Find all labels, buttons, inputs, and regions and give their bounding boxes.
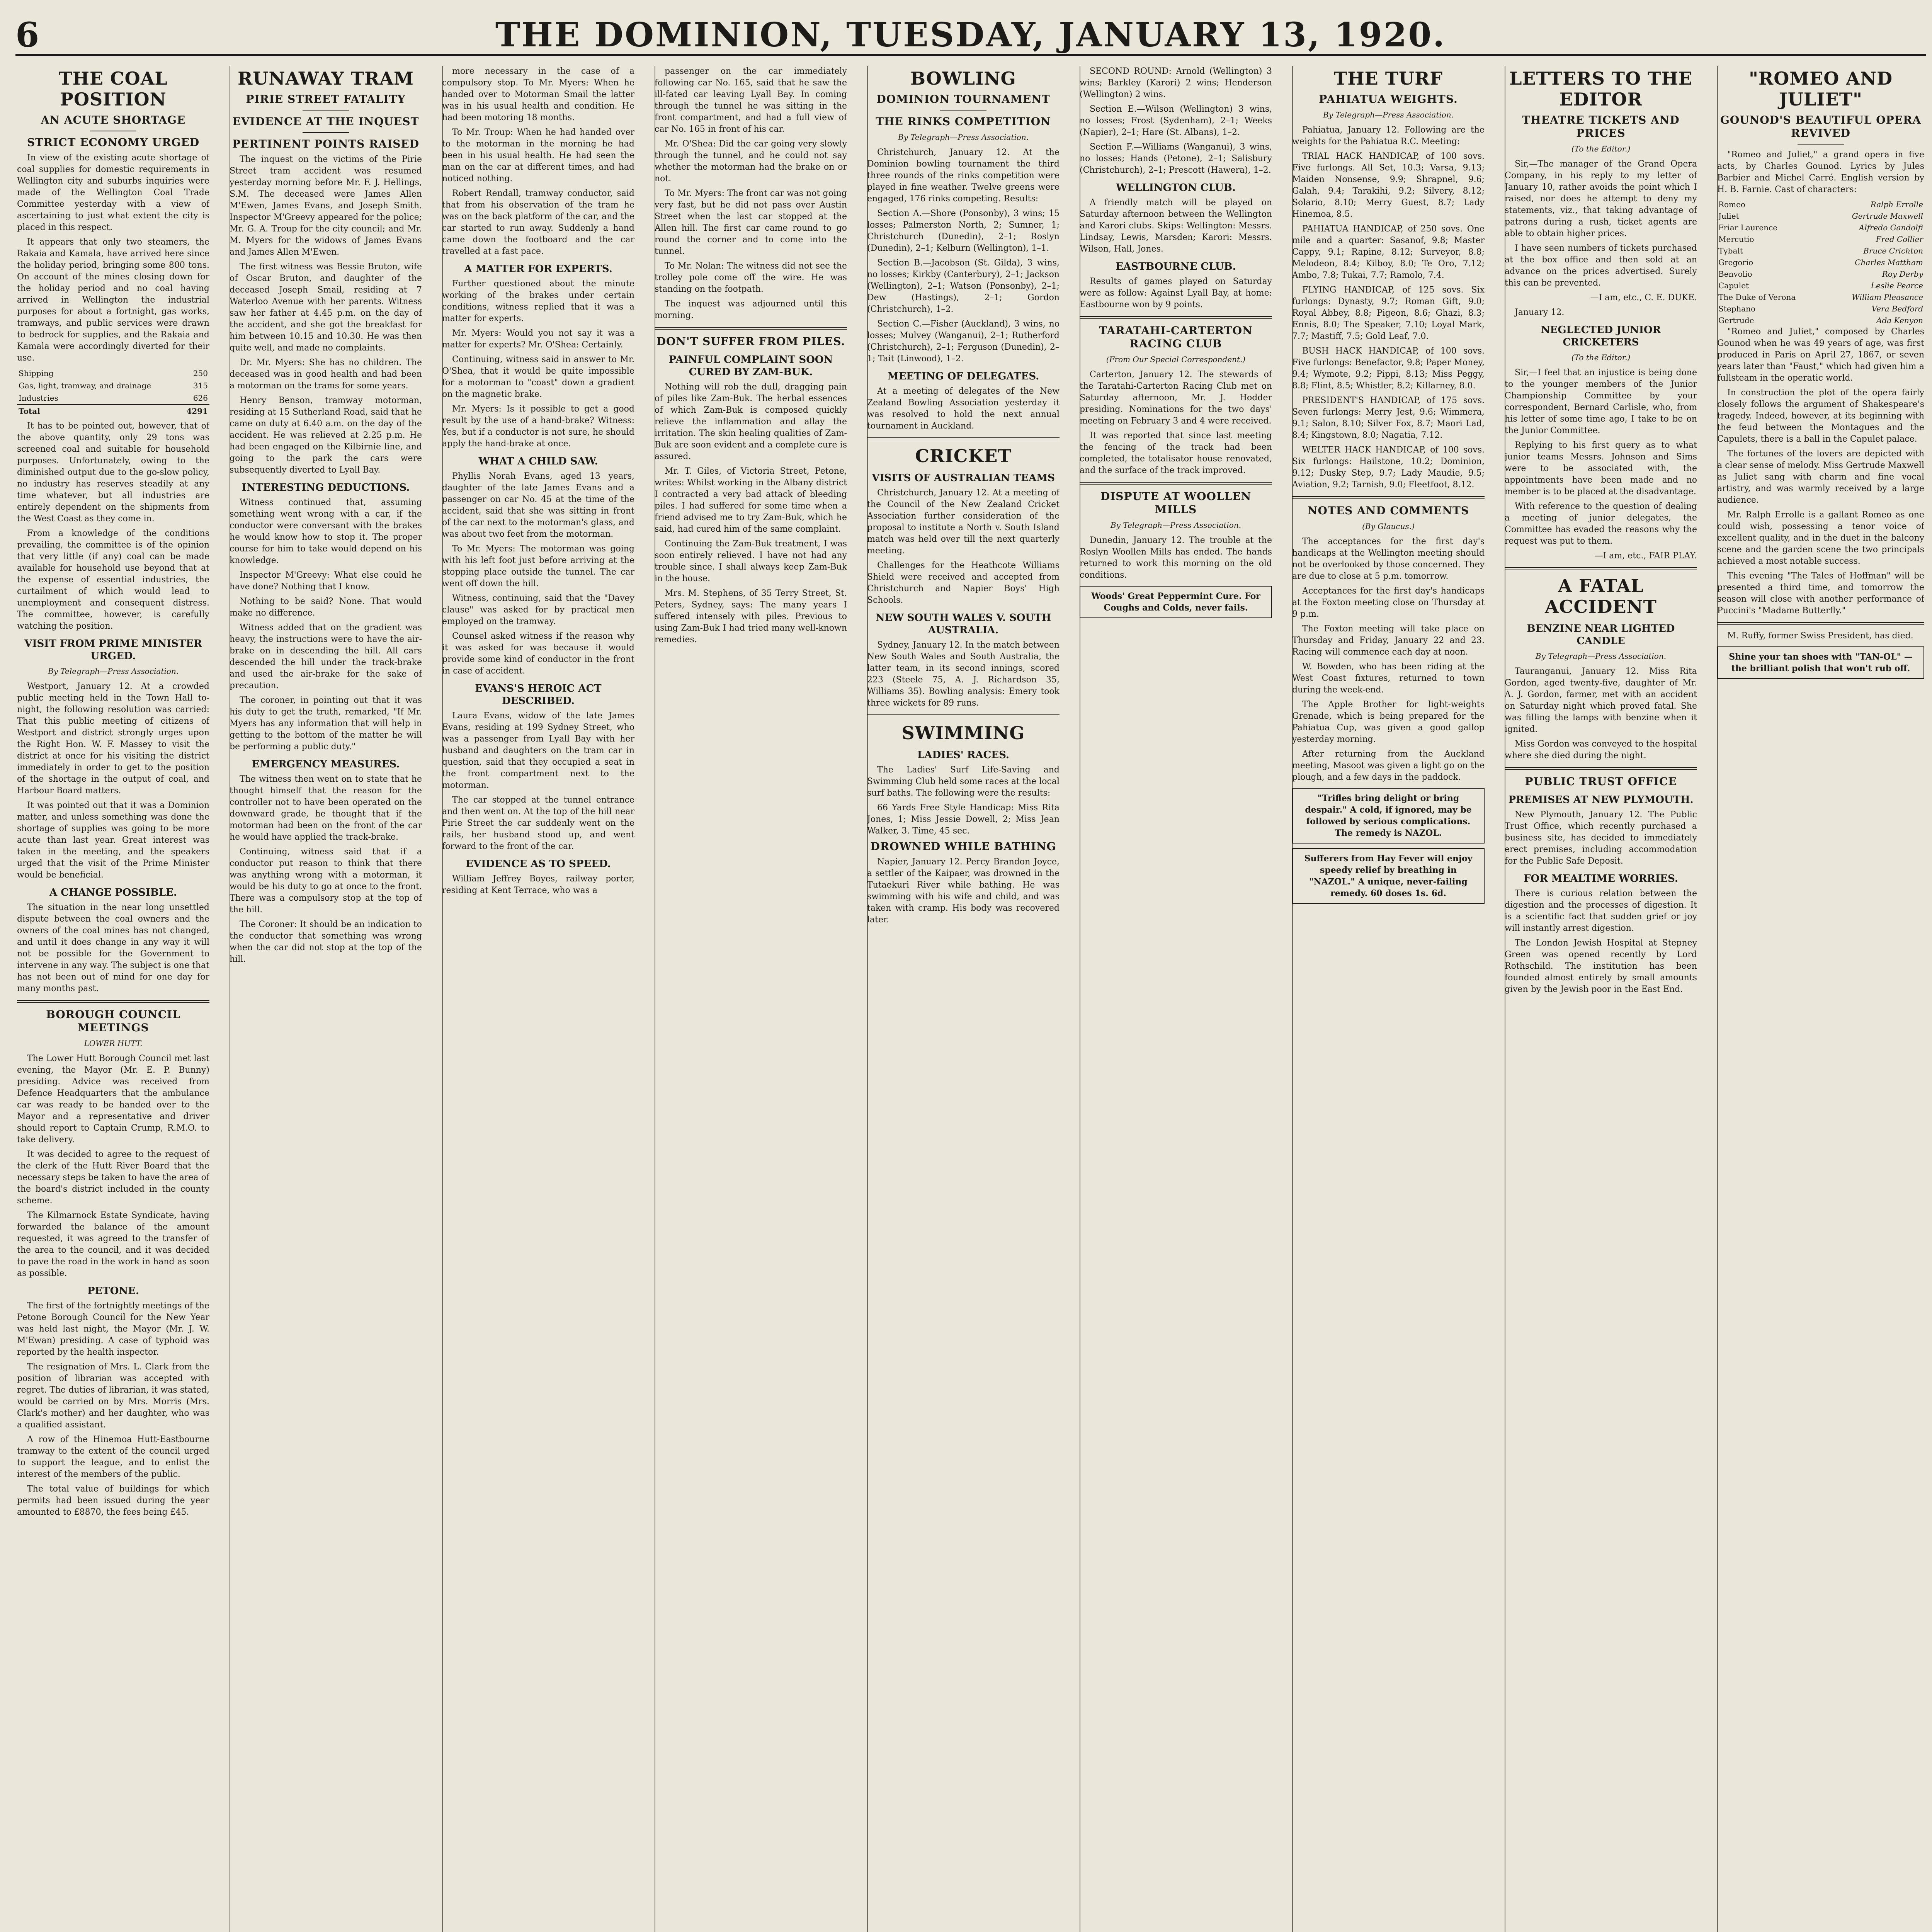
paragraph: Carterton, January 12. The stewards of the Taratahi-Carterton Racing Club met on Saturday afternoon, Mr. J. Hodder presiding. Nominations for the two days' meeting on February 3 and 4 were received.: [1080, 370, 1272, 426]
headline: LETTERS TO THE EDITOR: [1509, 68, 1692, 110]
advertisement-subheading: PAINFUL COMPLAINT SOON CURED BY ZAM-BUK.: [668, 354, 833, 378]
cast-role: Gregorio: [1718, 258, 1753, 267]
cast-actor: Vera Bedford: [1871, 304, 1923, 313]
paragraph: Further questioned about the minute working of the brakes under certain conditions, witness replied that it was a matter for experts.: [442, 279, 634, 323]
subheadline: PERTINENT POINTS RAISED: [232, 138, 420, 150]
cast-actor: Ralph Errolle: [1870, 200, 1923, 209]
section-heading: A CHANGE POSSIBLE.: [49, 887, 177, 898]
paragraph: The Foxton meeting will take place on Thursday and Friday, January 22 and 23. Racing will commence each day at noon.: [1292, 624, 1485, 657]
paragraph: Witness continued that, assuming something went wrong with a car, if the conductor were conversant with the brakes he would know how to stop it. The proper course for him to take would depend on his knowledge.: [230, 498, 422, 565]
paragraph: "Romeo and Juliet," a grand opera in five acts, by Charles Gounod. Lyrics by Jules Barbier and Michel Carré. English version by H. B. Farnie. Cast of characters:: [1717, 150, 1924, 194]
headline: THE COAL POSITION: [59, 68, 168, 110]
cast-role: Gertrude: [1718, 316, 1754, 325]
subheadline: DOMINION TOURNAMENT: [876, 93, 1050, 105]
byline: By Telegraph—Press Association.: [898, 133, 1029, 142]
paragraph: Sir,—The manager of the Grand Opera Company, in his reply to my letter of January 10, rather avoids the point which I raised, nor does he attempt to deny my statements, viz., that taking advantage of patrons during a rush, ticket agents are able to obtain higher prices.: [1505, 159, 1697, 238]
subheadline: THE RINKS COMPETITION: [876, 115, 1051, 128]
column-inquest-continued: [442, 66, 634, 1932]
paragraph: Witness added that on the gradient was heavy, the instructions were to have the air-brake on in descending the hill. All cars descended the hill under the track-brake and used the air-brake for the sake of precaution.: [230, 623, 422, 690]
cast-role: Friar Laurence: [1718, 223, 1778, 232]
paragraph: Sir,—I feel that an injustice is being done to the younger members of the Junior Championship Committee by your correspondent, Bernard Carlisle, who, from his letter of some time ago, I take to be on the Junior Committee.: [1505, 368, 1697, 435]
column-bowling: [867, 66, 1060, 1932]
paragraph: BUSH HACK HANDICAP, of 100 sovs. Five furlongs: Benefactor, 9.8; Paper Money, 9.4; Wymote, 9.2; Pippi, 8.13; Miss Peggy, 8.8; Flint, 8.5; Whistler, 8.2; Killarney, 8.0.: [1292, 346, 1485, 391]
column-letters: [1505, 66, 1697, 1932]
paragraph: Replying to his first query as to what junior teams Messrs. Johnson and Sims were to be associated with, the appointments have been made and no member is to be placed at the disadvantage.: [1505, 440, 1697, 497]
table-cell: Total: [17, 405, 180, 417]
divider: [1717, 622, 1924, 625]
paragraph: It appears that only two steamers, the Rakaia and Kamala, have arrived here since the holiday period, bringing some 800 tons. On account of the mines closing down for the holiday period and no coal having arrived in Wellington the industrial purposes for about a fortnight, gas works, tramways, and public services were drawn to bedrock for supplies, and the Rakaia and Kamala were accordingly diverted for their use.: [17, 237, 209, 363]
column-runaway-tram: [230, 66, 422, 1932]
cast-role: Mercutio: [1718, 235, 1754, 244]
section-heading: EVANS'S HEROIC ACT DESCRIBED.: [475, 683, 602, 707]
paragraph: PAHIATUA HANDICAP, of 250 sovs. One mile and a quarter: Sasanof, 9.8; Master Cappy, 9.1; Rapine, 8.12; Surveyor, 8.8; Melodeon, 8.4; Kilboy, 8.0; Te Oro, 7.12; Ambo, 7.8; Tukai, 7.7; Ramolo, 7.4.: [1292, 224, 1485, 280]
advertisement-heading: DON'T SUFFER FROM PILES.: [656, 335, 845, 348]
paragraph: Mr. Ralph Errolle is a gallant Romeo as one could wish, possessing a tenor voice of excellent quality, and in the duet in the balcony scene and the garden scene the two principals achieved a most notable success.: [1717, 510, 1924, 566]
paragraph: TRIAL HACK HANDICAP, of 100 sovs. Five furlongs. All Set, 10.3; Varsa, 9.13; Maiden Nonsense, 9.9; Shrapnel, 9.6; Galah, 9.4; Tarakihi, 9.2; Silvery, 8.12; Solario, 8.10; Merry Guest, 8.7; Lady Hinemoa, 8.5.: [1292, 151, 1485, 219]
table-row: [17, 367, 209, 379]
column-coal-position: [17, 66, 209, 1932]
cast-actor: Roy Derby: [1882, 269, 1923, 279]
cast-actor: Gertrude Maxwell: [1852, 211, 1923, 221]
divider: [867, 714, 1060, 717]
paragraph: The coroner, in pointing out that it was his duty to get the truth, remarked, "If Mr. Myers has any information that will help in getting to the bottom of the matter he will be performing a public duty.": [230, 696, 422, 752]
section-heading: DROWNED WHILE BATHING: [870, 840, 1056, 853]
paragraph: Continuing, witness said in answer to Mr. O'Shea, that it would be quite impossible for a motorman to "coast" down a gradient on the magnetic brake.: [442, 355, 634, 399]
paragraph: The first of the fortnightly meetings of the Petone Borough Council for the New Year was held last night, the Mayor (Mr. J. W. M'Ewan) presiding. A case of typhoid was reported by the health inspector.: [17, 1301, 209, 1357]
paragraph: "Romeo and Juliet," composed by Charles Gounod when he was 49 years of age, was first produced in Paris on April 27, 1867, or seven years later than "Faust," which had given him a fullsteam in the operatic world.: [1717, 327, 1924, 383]
paragraph: Section A.—Shore (Ponsonby), 3 wins; 15 losses; Palmerston North, 2; Sumner, 1; Christchurch (Dunedin), 2–1; Roslyn (Dunedin), 2–1; Kelburn (Wellington), 1–1.: [867, 209, 1060, 253]
headline: RUNAWAY TRAM: [238, 68, 414, 89]
paragraph: Pahiatua, January 12. Following are the weights for the Pahiatua R.C. Meeting:: [1292, 125, 1485, 146]
section-heading: WHAT A CHILD SAW.: [478, 456, 598, 467]
section-heading: MEETING OF DELEGATES.: [887, 371, 1039, 382]
paragraph: The witness then went on to state that he thought himself that the reason for the controller not to have been operated on the downward grade, he thought that if the motorman had been on the front of the car he would have applied the track-brake.: [230, 774, 422, 842]
table-cell: Gas, light, tramway, and drainage: [19, 381, 151, 390]
column-romeo-juliet: [1717, 66, 1924, 1932]
paragraph: FLYING HANDICAP, of 125 sovs. Six furlongs: Dynasty, 9.7; Roman Gift, 9.0; Royal Abbey, 8.8; Pigeon, 8.6; Ghazi, 8.3; Ennis, 8.0; The Speaker, 7.10; Loyal Mark, 7.7; Mastiff, 7.5; Gold Leaf, 7.0.: [1292, 285, 1485, 341]
subheadline: PIRIE STREET FATALITY: [246, 93, 406, 105]
byline: By Telegraph—Press Association.: [48, 667, 179, 676]
section-heading: DISPUTE AT WOOLLEN MILLS: [1100, 490, 1252, 516]
subheading: (From Our Special Correspondent.): [1106, 355, 1246, 364]
paragraph: Phyllis Norah Evans, aged 13 years, daughter of the late James Evans and a passenger on car No. 45 at the time of the accident, said that she was sitting in front of the car next to the motorman's glass, and was about two feet from the motorman.: [442, 471, 634, 539]
cast-role: Stephano: [1718, 304, 1756, 313]
coal-table: [17, 367, 209, 417]
headline: THE TURF: [1333, 68, 1443, 89]
paragraph: William Jeffrey Boyes, railway porter, residing at Kent Terrace, who was a: [442, 874, 634, 895]
byline: By Telegraph—Press Association.: [1535, 651, 1667, 661]
section-heading: LADIES' RACES.: [917, 749, 1009, 761]
paragraph: Miss Gordon was conveyed to the hospital where she died during the night.: [1505, 739, 1697, 760]
page-title: THE DOMINION, TUESDAY, JANUARY 13, 1920.: [495, 15, 1446, 54]
paragraph: PRESIDENT'S HANDICAP, of 175 sovs. Seven furlongs: Merry Jest, 9.6; Wimmera, 9.1; Salon, 8.10; Silver Fox, 8.7; Maori Lad, 8.4; Kingstown, 8.0; Nagatia, 7.12.: [1292, 396, 1485, 440]
divider: [303, 132, 349, 133]
cast-role: Capulet: [1718, 281, 1749, 290]
subheadline: AN ACUTE SHORTAGE: [41, 114, 186, 126]
subheadline: PAHIATUA WEIGHTS.: [1319, 93, 1458, 105]
section-heading: PREMISES AT NEW PLYMOUTH.: [1508, 794, 1694, 806]
paragraph: There is curious relation between the digestion and the processes of digestion. It is a scientific fact that sudden grief or joy will instantly arrest digestion.: [1505, 889, 1697, 933]
paragraph: The acceptances for the first day's handicaps at the Wellington meeting should not be overlooked by those concerned. They are due to close at 5 p.m. tomorrow.: [1292, 537, 1485, 581]
byline: By Telegraph—Press Association.: [1110, 520, 1242, 530]
table-row: [1717, 233, 1924, 245]
section-heading: WELLINGTON CLUB.: [1116, 182, 1236, 194]
subheading: (To the Editor.): [1571, 144, 1631, 153]
cast-role: Benvolio: [1718, 269, 1752, 279]
section-heading: TARATAHI-CARTERTON RACING CLUB: [1099, 324, 1253, 350]
paragraph: Robert Rendall, tramway conductor, said that from his observation of the tram he was on the back platform of the car, and the car started to run away. Suddenly a hand came down the footboard and the car travelled at a fast pace.: [442, 189, 634, 256]
paragraph: Section B.—Jacobson (St. Gilda), 3 wins, no losses; Kirkby (Canterbury), 2–1; Jackson (Wellington), 2–1; Watson (Ponsonby), 2–1; Dew (Hastings), 2–1; Gordon (Christchurch), 1–2.: [867, 258, 1060, 314]
paragraph: SECOND ROUND: Arnold (Wellington) 3 wins; Barkley (Karori) 2 wins; Henderson (Wellington) 2 wins.: [1080, 66, 1272, 99]
headline: CRICKET: [915, 446, 1012, 466]
table-row: [17, 379, 209, 392]
headline: "ROMEO AND JULIET": [1749, 68, 1893, 110]
paragraph: Inspector M'Greevy: What else could he have done? Nothing that I know.: [230, 570, 422, 592]
subheading: (To the Editor.): [1571, 353, 1631, 362]
paragraph: The Apple Brother for light-weights Grenade, which is being prepared for the Pahiatua Cup, was given a good gallop yesterday morning.: [1292, 700, 1485, 744]
divider: [867, 437, 1060, 440]
paragraph: Sydney, January 12. In the match between New South Wales and South Australia, the latter team, in its second innings, scored 223 (Steele 75, A. J. Richardson 35, Williams 35). Bowling analysis: Emery took three wickets for 89 runs.: [867, 640, 1060, 708]
headline: SWIMMING: [901, 723, 1025, 743]
section-heading: NEW SOUTH WALES V. SOUTH AUSTRALIA.: [875, 612, 1051, 636]
section-heading: EMERGENCY MEASURES.: [252, 759, 400, 770]
paragraph: Continuing the Zam-Buk treatment, I was soon entirely relieved. I have not had any trouble since. I shall always keep Zam-Buk in the house.: [655, 539, 847, 583]
table-row: [1717, 257, 1924, 268]
paragraph: The Kilmarnock Estate Syndicate, having forwarded the balance of the amount requested, it was agreed to the transfer of the area to the council, and it was decided to pave the road in the work in hand as soon as possible.: [17, 1211, 209, 1278]
subheadline: STRICT ECONOMY URGED: [27, 136, 200, 149]
headline: A FATAL ACCIDENT: [1545, 575, 1657, 617]
table-row: [1717, 268, 1924, 280]
signature: —I am, etc., C. E. DUKE.: [1590, 293, 1697, 303]
advertisement: Shine your tan shoes with "TAN-OL" — the brilliant polish that won't rub off.: [1717, 646, 1924, 679]
column-bowling-continued: [1080, 66, 1272, 1932]
section-heading: PETONE.: [87, 1285, 139, 1297]
paragraph: The fortunes of the lovers are depicted with a clear sense of melody. Miss Gertrude Maxwell as Juliet sang with charm and fine vocal artistry, and was warmly received by a large audience.: [1717, 449, 1924, 505]
cast-actor: Leslie Pearce: [1871, 281, 1923, 290]
paragraph: Westport, January 12. At a crowded public meeting held in the Town Hall to-night, the following resolution was carried: That this public meeting of citizens of Westport and district strongly urges upon the Right Hon. W. F. Massey to visit the district at once for his visiting the district immediately in order to get to the position of the shortage in the output of coal, and Harbour Board matters.: [17, 682, 209, 796]
paragraph: It was pointed out that it was a Dominion matter, and unless something was done the shortage of supplies was going to be more acute than last year. Great interest was taken in the meeting, and the speakers urged that the visit of the Prime Minister would be beneficial.: [17, 801, 209, 880]
paragraph: From a knowledge of the conditions prevailing, the committee is of the opinion that very little (if any) coal can be made available for household use beyond that at the expense of essential industries, the curtailment of which would lead to unemployment and consequent distress. The committee, however, is carefully watching the position.: [17, 529, 209, 631]
paragraph: The Coroner: It should be an indication to the conductor that something was wrong when the car did not stop at the top of the hill.: [230, 920, 422, 964]
section-heading: EASTBOURNE CLUB.: [1116, 261, 1236, 272]
table-cell: Shipping: [19, 369, 54, 378]
paragraph: The London Jewish Hospital at Stepney Green was opened recently by Lord Rothschild. The institution has been founded almost entirely by small amounts given by the Jewish poor in the East End.: [1505, 938, 1697, 994]
cast-actor: Charles Mattham: [1855, 258, 1923, 267]
table-cell: Industries: [19, 393, 58, 403]
paragraph: The inquest was adjourned until this morning.: [655, 299, 847, 320]
paragraph: Counsel asked witness if the reason why it was asked for was because it would provide some kind of conductor in the front in case of accident.: [442, 631, 634, 676]
paragraph: With reference to the question of dealing a meeting of junior delegates, the Committee has evaded the reasons why the request was put to them.: [1505, 502, 1697, 546]
paragraph: In view of the existing acute shortage of coal supplies for domestic requirements in Wellington city and suburbs inquiries were made of the Wellington Coal Trade Committee yesterday with a view of ascertaining to just what extent the city is placed in this respect.: [17, 153, 209, 232]
paragraph: Witness, continuing, said that the "Davey clause" was asked for by practical men employed on the tramway.: [442, 594, 634, 626]
section-heading: INTERESTING DEDUCTIONS.: [242, 482, 410, 493]
paragraph: WELTER HACK HANDICAP, of 100 sovs. Six furlongs: Hailstone, 10.2; Dominion, 9.12; Dusky Step, 9.7; Lady Maudie, 9.5; Aviation, 9.2; Tarnish, 9.0; Fleetfoot, 8.12.: [1292, 445, 1485, 490]
subheadline: THEATRE TICKETS AND PRICES: [1522, 114, 1680, 139]
cast-role: Juliet: [1718, 211, 1739, 221]
paragraph: To Mr. Troup: When he had handed over to the motorman in the morning he had been in his usual health. He had seen the man on the car at different times, and had noticed nothing.: [442, 128, 634, 184]
paragraph: more necessary in the case of a compulsory stop. To Mr. Myers: When he handed over to Motorman Smail the latter was in his usual health and condition. He had been motoring 18 months.: [442, 66, 634, 122]
paragraph: This evening "The Tales of Hoffman" will be presented a third time, and tomorrow the season will close with another performance of Puccini's "Madame Butterfly.": [1717, 571, 1924, 616]
column-turf: [1292, 66, 1485, 1932]
paragraph: Christchurch, January 12. At the Dominion bowling tournament the third three rounds of the rinks competition were played in fine weather. Twelve greens were engaged, 176 rinks competing. Results:: [867, 148, 1060, 204]
paragraph: To Mr. Nolan: The witness did not see the trolley pole come off the wire. He was standing on the footpath.: [655, 261, 847, 294]
page-number: 6: [15, 15, 39, 55]
subheadline: GOUNOD'S BEAUTIFUL OPERA REVIVED: [1720, 114, 1922, 139]
paragraph: Section C.—Fisher (Auckland), 3 wins, no losses; Mulvey (Wanganui), 2–1; Rutherford (Christchurch), 2–1; Ferguson (Dunedin), 2–1; Tait (Linwood), 1–2.: [867, 319, 1060, 364]
dateline: January 12.: [1515, 308, 1565, 317]
cast-actor: Alfredo Gandolfi: [1859, 223, 1923, 232]
paragraph: In construction the plot of the opera fairly closely follows the argument of Shakespeare's tragedy. Indeed, however, at its beginning with the feud between the Montagues and the Capulets, there is a ball in the Capulet palace.: [1717, 388, 1924, 444]
paragraph: The resignation of Mrs. L. Clark from the position of librarian was accepted with regret. The duties of librarian, it was stated, would be carried on by Mrs. Morris (Mrs. Clark's mother) and her daughter, who was a qualified assistant.: [17, 1362, 209, 1430]
divider: [1505, 567, 1697, 570]
table-row: [1717, 315, 1924, 326]
paragraph: Dunedin, January 12. The trouble at the Roslyn Woollen Mills has ended. The hands returned to work this morning on the old conditions.: [1080, 536, 1272, 580]
paragraph: Henry Benson, tramway motorman, residing at 15 Sutherland Road, said that he came on duty at 6.40 a.m. on the day of the accident. He was relieved at 2.25 p.m. He had been engaged on the Kilbirnie line, and going to the park the cars were subsequently diverted to Lyall Bay.: [230, 396, 422, 475]
cast-actor: William Pleasance: [1852, 293, 1923, 302]
divider: [1798, 144, 1844, 145]
table-cell: 250: [193, 369, 208, 378]
signature: —I am, etc., FAIR PLAY.: [1594, 551, 1697, 561]
section-heading: A MATTER FOR EXPERTS.: [464, 263, 612, 275]
cast-actor: Ada Kenyon: [1876, 316, 1923, 325]
subheadline: EVIDENCE AT THE INQUEST: [232, 115, 419, 128]
column-inquest-end-zambuk: [655, 66, 847, 1932]
paragraph: Mr. Myers: Would you not say it was a matter for experts? Mr. O'Shea: Certainly.: [442, 328, 634, 350]
divider: [1080, 316, 1272, 319]
paragraph: The situation in the near long unsettled dispute between the coal owners and the owners of the coal mines has not changed, and until it does change in any way it will not be possible for the Government to intervene in any way. The subject is one that has not been out of mind for one day for many months past.: [17, 903, 209, 993]
paragraph: At a meeting of delegates of the New Zealand Bowling Association yesterday it was resolved to hold the next annual tournament in Auckland.: [867, 386, 1060, 431]
paragraph: Mr. T. Giles, of Victoria Street, Petone, writes: Whilst working in the Albany district I contracted a very bad attack of bleeding piles. I had suffered for some time when a friend advised me to try Zam-Buk, which he said, had cured him of the same complaint.: [655, 466, 847, 534]
cast-role: The Duke of Verona: [1718, 293, 1796, 302]
masthead: [15, 12, 1926, 56]
paragraph: The total value of buildings for which permits had been issued during the year amounted to £8870, the fees being £45.: [17, 1484, 209, 1517]
section-heading: VISIT FROM PRIME MINISTER URGED.: [24, 638, 202, 662]
paragraph: Christchurch, January 12. At a meeting of the Council of the New Zealand Cricket Association further consideration of the proposal to institute a North v. South Island match was held over till the next quarterly meeting.: [867, 488, 1060, 556]
paragraph: A friendly match will be played on Saturday afternoon between the Wellington and Karori clubs. Skips: Wellington: Messrs. Lindsay, Lewis, Marsden; Karori: Messrs. Wilson, Hall, Jones.: [1080, 198, 1272, 254]
divider: [1080, 482, 1272, 485]
table-row: [1717, 303, 1924, 315]
paragraph: Dr. Mr. Myers: She has no children. The deceased was in good health and had been a motorman on the trams for some years.: [230, 358, 422, 391]
section-heading: PUBLIC TRUST OFFICE: [1525, 775, 1677, 788]
table-row: [17, 405, 209, 417]
table-cell: 4291: [180, 405, 209, 417]
cast-actor: Fred Collier: [1876, 235, 1923, 244]
headline: BOWLING: [910, 68, 1016, 89]
paragraph: Section E.—Wilson (Wellington) 3 wins, no losses; Frost (Sydenham), 2–1; Weeks (Napier), 2–1; Hare (St. Albans), 1–2.: [1080, 104, 1272, 137]
byline: By Telegraph—Press Association.: [1323, 110, 1454, 119]
paragraph: Mrs. M. Stephens, of 35 Terry Street, St. Peters, Sydney, says: The many years I suffered intensely with piles. Previous to using Zam-Buk I had tried many well-known remedies.: [655, 588, 847, 645]
paragraph: Nothing will rob the dull, dragging pain of piles like Zam-Buk. The herbal essences of which Zam-Buk is composed quickly relieve the inflammation and allay the irritation. The skin healing qualities of Zam-Buk are soon evident and a complete cure is assured.: [655, 382, 847, 461]
columns: [17, 66, 1924, 1932]
table-row: [1717, 210, 1924, 222]
paragraph: A row of the Hinemoa Hutt-Eastbourne tramway to the extent of the council urged to support the league, and to enlist the interest of the members of the public.: [17, 1435, 209, 1479]
cast-role: Romeo: [1718, 200, 1745, 209]
divider: [17, 1000, 209, 1003]
table-row: [17, 392, 209, 405]
cast-role: Tybalt: [1718, 246, 1743, 255]
divider: [940, 110, 986, 111]
paragraph: To Mr. Myers: The front car was not going very fast, but he did not pass over Austin Street when the last car stopped at the Allen hill. The first car came round to go round the corner and to come into the tunnel.: [655, 189, 847, 256]
paragraph: Napier, January 12. Percy Brandon Joyce, a settler of the Kaipaer, was drowned in the Tutaekuri River while bathing. He was swimming with his wife and child, and was taken with cramp. His body was recovered later.: [867, 857, 1060, 925]
divider: [655, 327, 847, 330]
paragraph: Acceptances for the first day's handicaps at the Foxton meeting close on Thursday at 9 p.m.: [1292, 586, 1485, 619]
section-heading: BOROUGH COUNCIL MEETINGS: [46, 1008, 180, 1034]
byline: (By Glaucus.): [1362, 522, 1415, 531]
paragraph: To Mr. Myers: The motorman was going with his left foot just before arriving at the stopping place outside the tunnel. The car went off down the hill.: [442, 544, 634, 588]
paragraph: New Plymouth, January 12. The Public Trust Office, which recently purchased a business site, has decided to immediately erect premises, including accommodation for the Public Safe Deposit.: [1505, 810, 1697, 866]
section-heading: NOTES AND COMMENTS: [1307, 504, 1469, 517]
paragraph: It was decided to agree to the request of the clerk of the Hutt River Board that the necessary steps be taken to have the area of the board's district included in the county scheme.: [17, 1150, 209, 1206]
cast-actor: Bruce Crichton: [1863, 246, 1923, 255]
paragraph: The first witness was Bessie Bruton, wife of Oscar Bruton, and daughter of the deceased Joseph Smail, residing at 7 Waterloo Avenue with her parents. Witness saw her father at 4.45 p.m. on the day of the accident, and she got the breakfast for him between 10.15 and 10.30. He was then quite well, and made no complaints.: [230, 262, 422, 353]
table-row: [1717, 280, 1924, 291]
divider: [1292, 496, 1485, 499]
paragraph: The inquest on the victims of the Pirie Street tram accident was resumed yesterday morning before Mr. F. J. Hellings, S.M. The deceased were James Allen M'Ewen, James Evans, and Joseph Smith. Inspector M'Greevy appeared for the police; Mr. G. A. Troup for the city council; and Mr. M. Myers for the widows of James Evans and James Allen M'Ewen.: [230, 155, 422, 257]
paragraph: Laura Evans, widow of the late James Evans, residing at 199 Sydney Street, who was a passenger from Lyall Bay with her husband and daughters on the tram car in question, said that they occupied a seat in the front compartment next to the motorman.: [442, 711, 634, 790]
section-heading: NEGLECTED JUNIOR CRICKETERS: [1541, 324, 1661, 348]
advertisement: Woods' Great Peppermint Cure. For Coughs and Colds, never fails.: [1080, 586, 1272, 618]
paragraph: W. Bowden, who has been riding at the West Coast fixtures, returned to town during the week-end.: [1292, 662, 1485, 695]
paragraph: It was reported that since last meeting the fencing of the track had been completed, the totalisator house renovated, and the surface of the track improved.: [1080, 431, 1272, 475]
table-cell: 315: [193, 381, 208, 390]
paragraph: Section F.—Williams (Wanganui), 3 wins, no losses; Hands (Petone), 2–1; Salisbury (Christchurch), 2–1; Prescott (Hawera), 1–2.: [1080, 142, 1272, 175]
paragraph: Results of games played on Saturday were as follow: Against Lyall Bay, at home: Eastbourne won by 9 points.: [1080, 277, 1272, 310]
paragraph: After returning from the Auckland meeting, Masoot was given a light go on the plough, and a few days in the paddock.: [1292, 749, 1485, 782]
divider: [303, 110, 349, 111]
paragraph: Mr. O'Shea: Did the car going very slowly through the tunnel, and he could not say whether the motorman had the brake on or not.: [655, 139, 847, 184]
table-row: [1717, 222, 1924, 233]
section-heading: VISITS OF AUSTRALIAN TEAMS: [872, 472, 1055, 484]
paragraph: Mr. Myers: Is it possible to get a good result by the use of a hand-brake? Witness: Yes, but if a conductor is not sure, he should apply the hand-brake at once.: [442, 404, 634, 449]
paragraph: Nothing to be said? None. That would make no difference.: [230, 597, 422, 618]
divider: [1505, 767, 1697, 770]
paragraph: Tauranganui, January 12. Miss Rita Gordon, aged twenty-five, daughter of Mr. A. J. Gordon, farmer, met with an accident on Saturday night which proved fatal. She was filling the lamps with benzine when it ignited.: [1505, 667, 1697, 734]
section-heading: BENZINE NEAR LIGHTED CANDLE: [1527, 623, 1675, 647]
paragraph: I have seen numbers of tickets purchased at the box office and then sold at an advance on the prices advertised. Surely this can be prevented.: [1505, 243, 1697, 288]
paragraph: It has to be pointed out, however, that of the above quantity, only 29 tons was screened coal and suitable for household purposes. Unfortunately, owing to the diminished output due to the go-slow policy, no industry has reserves steadily at any time whatever, but all industries are entirely dependent on the shipments from the West Coast as they come in.: [17, 421, 209, 524]
paragraph: The car stopped at the tunnel entrance and then went on. At the top of the hill near Pirie Street the car suddenly went on the rails, her husband stood up, and went forward to the front of the car.: [442, 795, 634, 851]
section-heading: EVIDENCE AS TO SPEED.: [466, 858, 611, 870]
paragraph: Continuing, witness said that if a conductor put reason to think that there was anything wrong with a motorman, it would be his duty to go at once to the front. There was a compulsory stop at the top of the hill.: [230, 847, 422, 915]
table-row: [1717, 245, 1924, 257]
paragraph: The Lower Hutt Borough Council met last evening, the Mayor (Mr. E. P. Bunny) presiding. Advice was received from Defence Headquarters that the ambulance car was ready to be handed over to the Mayor and a representative and driver should report to Captain Crump, R.M.O. to take delivery.: [17, 1054, 209, 1145]
paragraph: 66 Yards Free Style Handicap: Miss Rita Jones, 1; Miss Jessie Dowell, 2; Miss Jean Walker, 3. Time, 45 sec.: [867, 803, 1060, 836]
advertisement: "Trifles bring delight or bring despair." A cold, if ignored, may be followed by serious complications. The remedy is NAZOL.: [1292, 788, 1485, 844]
table-row: [1717, 291, 1924, 303]
table-row: [1717, 199, 1924, 210]
section-heading: FOR MEALTIME WORRIES.: [1524, 873, 1678, 884]
paragraph: passenger on the car immediately following car No. 165, said that he saw the ill-fated car leaving Lyall Bay. In coming through the tunnel he was sitting in the front compartment, and had a full view of car No. 165 in front of his car.: [655, 66, 847, 134]
paragraph: The Ladies' Surf Life-Saving and Swimming Club held some races at the local surf baths. The following were the results:: [867, 765, 1060, 798]
cast-table: [1717, 199, 1924, 326]
paragraph: Challenges for the Heathcote Williams Shield were received and accepted from Christchurch and Napier Boys' High Schools.: [867, 561, 1060, 605]
subheading: LOWER HUTT.: [84, 1039, 143, 1048]
table-cell: 626: [193, 393, 208, 403]
paragraph: M. Ruffy, former Swiss President, has died.: [1727, 631, 1913, 641]
advertisement: Sufferers from Hay Fever will enjoy speedy relief by breathing in "NAZOL." A unique, never-failing remedy. 60 doses 1s. 6d.: [1292, 848, 1485, 904]
